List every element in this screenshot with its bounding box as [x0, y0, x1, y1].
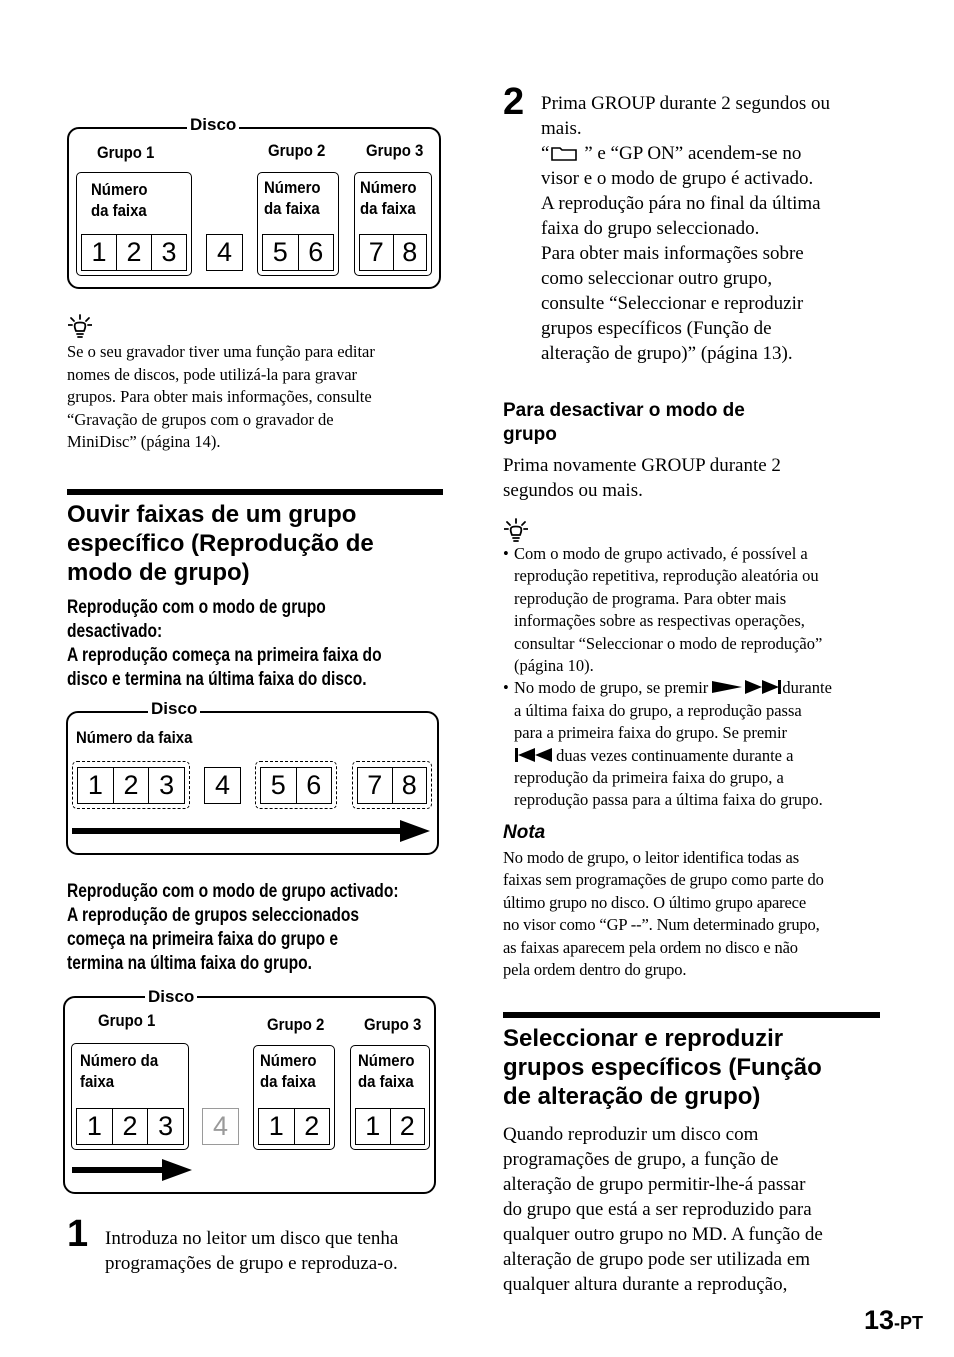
text-line: [514, 677, 893, 699]
track-label: Número: [264, 178, 321, 197]
tip-bullet: [503, 677, 893, 811]
page-suffix: -PT: [894, 1313, 924, 1333]
text-line: programações de grupo e reproduza-o.: [105, 1253, 398, 1274]
text-line: programações de grupo, a função de: [503, 1149, 779, 1170]
group2-label: Grupo 2: [267, 1015, 325, 1034]
text-span: durante: [782, 678, 832, 698]
track-number: 1: [86, 1111, 102, 1141]
track-number: 1: [87, 770, 103, 800]
text-line: faixa do grupo seleccionado.: [541, 218, 760, 239]
text-line: Para obter mais informações sobre: [541, 243, 804, 264]
text-line: Introduza no leitor um disco que tenha: [105, 1228, 399, 1249]
section-heading: [67, 500, 447, 587]
group1-label: Grupo 1: [97, 143, 155, 162]
group3-tracks: [357, 767, 427, 804]
text-line: reprodução de programa. Para obter mais: [514, 588, 787, 608]
track-number: 8: [393, 235, 427, 270]
section-rule: [503, 1012, 880, 1018]
group1-label: Grupo 1: [98, 1011, 156, 1030]
page-number: [864, 1305, 923, 1336]
text-line: reprodução repetitiva, reprodução aleatória ou: [514, 566, 819, 586]
track-number: 1: [268, 1111, 284, 1141]
bullet-dot: •: [503, 544, 509, 563]
heading-line: grupo: [503, 424, 557, 445]
text-line: No modo de grupo, o leitor identifica todas as: [503, 848, 799, 867]
caption-line: Reprodução com o modo de grupo: [67, 597, 326, 618]
track-label: da faixa: [260, 1072, 316, 1091]
text-span: duas vezes continuamente durante a: [552, 745, 794, 765]
heading-line: Seleccionar e reproduzir: [503, 1025, 784, 1052]
track-label: da faixa: [91, 201, 147, 220]
section-rule: [67, 489, 443, 495]
subsection-text: [503, 453, 903, 503]
track-label: Número: [260, 1051, 317, 1070]
text-line: qualquer outro grupo no MD. A função de: [503, 1224, 823, 1245]
text-line: “Gravação de grupos com o gravador de: [67, 409, 334, 429]
track-label: faixa: [80, 1072, 115, 1091]
page-number-value: 13: [864, 1305, 895, 1335]
text-line: pela ordem dentro do grupo.: [503, 960, 687, 980]
track-number: 6: [298, 235, 334, 270]
group3-label: Grupo 3: [364, 1015, 422, 1034]
group2-tracks: [262, 234, 334, 271]
text-line: a última faixa do grupo, a reprodução passa: [514, 700, 802, 720]
step-text: [105, 1226, 455, 1276]
section-heading: [503, 1024, 893, 1111]
tip-list: [503, 543, 893, 812]
track-number: 1: [91, 237, 107, 267]
text-line: informações sobre as respectivas operações,: [514, 611, 805, 631]
track-number: 6: [296, 768, 332, 803]
text-line: consultar “Seleccionar o modo de reprodução”: [514, 633, 823, 653]
text-line: Prima novamente GROUP durante 2: [503, 455, 781, 476]
text-line: mais.: [541, 118, 582, 139]
group3-tracks: [355, 1108, 425, 1145]
caption-line: disco e termina na última faixa do disco.: [67, 669, 367, 690]
text-line: Prima GROUP durante 2 segundos ou: [541, 93, 831, 114]
track-number: 5: [270, 770, 286, 800]
track-label: Número da faixa: [76, 728, 193, 747]
text-line: visor e o modo de grupo é activado.: [541, 168, 814, 189]
track-number: 1: [365, 1111, 381, 1141]
heading-line: de alteração de grupo): [503, 1083, 761, 1110]
subsection-heading: [503, 399, 903, 447]
track-label: da faixa: [264, 199, 320, 218]
track-label: Número da: [80, 1051, 159, 1070]
track-number: 2: [112, 1109, 148, 1144]
track-number: 7: [368, 237, 384, 267]
caption-line: A reprodução começa na primeira faixa do: [67, 645, 382, 666]
text-line: as faixas aparecem pela ordem no disco e não: [503, 937, 798, 957]
playback-arrow-icon: [72, 1158, 192, 1182]
note-title: Nota: [503, 822, 546, 843]
ungrouped-track: 4: [204, 767, 241, 804]
playback-arrow-icon: [72, 819, 430, 843]
text-line: no visor como “GP --”. Num determinado grupo,: [503, 915, 820, 935]
heading-line: grupos específicos (Função: [503, 1054, 822, 1081]
track-number: 2: [113, 768, 149, 803]
group1-tracks: [81, 234, 187, 271]
play-next-button-icon: [712, 679, 782, 695]
text-span: No modo de grupo, se premir: [514, 678, 713, 698]
group-folder-icon: [551, 145, 577, 161]
caption-mode-on: [67, 880, 527, 976]
lightbulb-hint-icon: [68, 314, 92, 340]
text-line: qualquer altura durante a reprodução,: [503, 1274, 788, 1295]
caption-line: A reprodução de grupos seleccionados: [67, 905, 360, 926]
text-span: ” e “GP ON” acendem-se no: [579, 143, 802, 164]
text-line: para a primeira faixa do grupo. Se premir: [514, 723, 788, 743]
ungrouped-track: 4: [202, 1108, 239, 1145]
track-number: 2: [116, 235, 151, 270]
lightbulb-hint-icon: [504, 518, 528, 544]
track-number: 5: [272, 237, 288, 267]
text-line: último grupo no disco. O último grupo aparece: [503, 892, 807, 912]
text-line: A reprodução pára no final da última: [541, 193, 821, 214]
ungrouped-track: 4: [206, 234, 243, 271]
disc-label: Disco: [145, 987, 197, 1007]
heading-line: Para desactivar o modo de: [503, 400, 745, 421]
track-number: 3: [148, 768, 184, 803]
group2-tracks: [260, 767, 332, 804]
text-line: do grupo que está a ser reproduzido para: [503, 1199, 812, 1220]
text-line: grupos. Para obter mais informações, consulte: [67, 387, 372, 406]
text-line: Com o modo de grupo activado, é possível a: [514, 544, 808, 563]
text-line: Se o seu gravador tiver uma função para editar: [67, 342, 375, 361]
note-text: [503, 847, 903, 981]
group3-label: Grupo 3: [366, 141, 424, 160]
step-number: 1: [67, 1213, 89, 1255]
track-label: da faixa: [360, 199, 416, 218]
tip-bullet: [503, 543, 893, 677]
text-line: [514, 745, 893, 767]
group1-tracks: [76, 1108, 184, 1145]
heading-line: modo de grupo): [67, 559, 250, 586]
caption-line: Reprodução com o modo de grupo activado:: [67, 881, 399, 902]
group3-tracks: [359, 234, 427, 271]
text-line: [541, 141, 901, 166]
track-number: 3: [151, 235, 186, 270]
text-line: segundos ou mais.: [503, 480, 643, 501]
track-label: Número: [358, 1051, 415, 1070]
caption-line: termina na última faixa do grupo.: [67, 953, 313, 974]
quote-mark: “: [541, 143, 550, 164]
track-label: Número: [91, 180, 148, 199]
text-line: faixas sem programações de grupo como parte do: [503, 870, 824, 890]
track-label: Número: [360, 178, 417, 197]
group2-label: Grupo 2: [268, 141, 326, 160]
text-line: MiniDisc” (página 14).: [67, 432, 221, 451]
track-label: da faixa: [358, 1072, 414, 1091]
text-line: reprodução da primeira faixa do grupo, a: [514, 768, 784, 788]
text-line: reprodução passa para a última faixa do grupo.: [514, 790, 823, 810]
track-number: 3: [147, 1109, 183, 1144]
text-line: (página 10).: [514, 656, 594, 676]
disc-label: Disco: [187, 115, 239, 135]
track-number: 2: [294, 1109, 330, 1144]
text-line: alteração de grupo)” (página 13).: [541, 343, 793, 364]
caption-line: começa na primeira faixa do grupo e: [67, 929, 339, 950]
step-number: 2: [503, 81, 525, 123]
previous-track-icon: [514, 747, 552, 763]
text-line: nomes de discos, pode utilizá-la para gravar: [67, 364, 358, 384]
heading-line: Ouvir faixas de um grupo: [67, 501, 357, 528]
text-line: como seleccionar outro grupo,: [541, 268, 773, 289]
text-line: alteração de grupo permitir-lhe-á passar: [503, 1174, 806, 1195]
heading-line: específico (Reprodução de: [67, 530, 374, 557]
group1-tracks: [77, 767, 185, 804]
bullet-dot: •: [503, 678, 509, 698]
text-line: grupos específicos (Função de: [541, 318, 772, 339]
text-line: consulte “Seleccionar e reproduzir: [541, 293, 804, 314]
section-body: [503, 1122, 903, 1297]
caption-mode-off: [67, 596, 527, 692]
step-text: [541, 91, 901, 366]
text-line: Quando reproduzir um disco com: [503, 1124, 759, 1145]
track-number: 2: [390, 1109, 425, 1144]
caption-line: desactivado:: [67, 621, 163, 642]
text-line: alteração de grupo pode ser utilizada em: [503, 1249, 811, 1270]
group2-tracks: [258, 1108, 330, 1145]
tip-text: [67, 341, 447, 454]
disc-label: Disco: [148, 699, 200, 719]
track-number: 8: [392, 768, 427, 803]
track-number: 7: [367, 770, 383, 800]
